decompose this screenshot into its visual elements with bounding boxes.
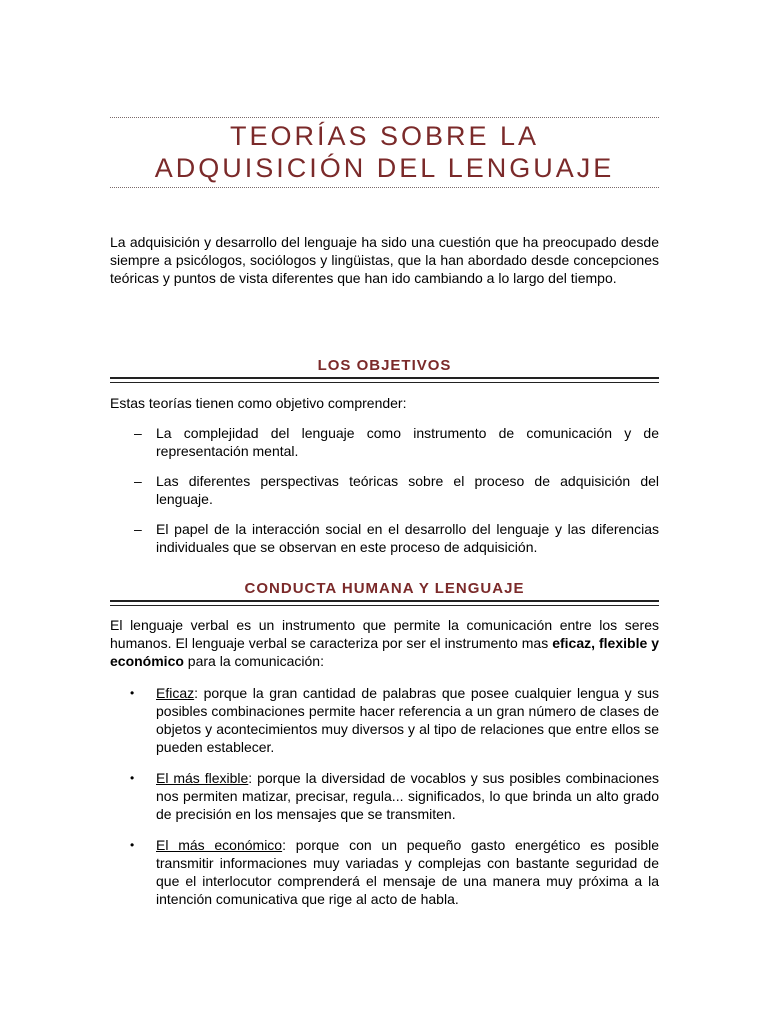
- section-heading-objetivos: LOS OBJETIVOS: [317, 357, 452, 374]
- dash-marker: –: [134, 473, 142, 489]
- conducta-lead: [110, 616, 659, 670]
- list-item-term: Eficaz: [156, 685, 195, 701]
- list-item-term: El más económico: [156, 837, 283, 853]
- title-line-2: ADQUISICIÓN DEL LENGUAJE: [154, 153, 615, 183]
- objetivos-lead: Estas teorías tienen como objetivo comprender:: [110, 395, 407, 411]
- list-item: [110, 472, 659, 508]
- conducta-lead-end: para la comunicación:: [183, 653, 324, 669]
- document-title: [110, 120, 659, 184]
- section-rule-thick: [110, 600, 659, 602]
- list-item: [110, 769, 659, 823]
- list-item: [110, 424, 659, 460]
- list-item: [110, 836, 659, 908]
- title-top-divider: [110, 117, 659, 118]
- conducta-list: [110, 684, 659, 908]
- list-item-text: Las diferentes perspectivas teóricas sobre el proceso de adquisición del lenguaje.: [156, 473, 659, 507]
- section-rule-thick: [110, 377, 659, 379]
- conducta-lead-start: El lenguaje verbal es un instrumento que permite la comunicación entre los seres humanos. El lenguaje verbal se caracteriza por ser el instrumento mas: [110, 617, 659, 651]
- objetivos-list: [110, 424, 659, 556]
- title-line-1: TEORÍAS SOBRE LA: [229, 121, 540, 151]
- section-rule-thin: [110, 382, 659, 383]
- conducta-lead-bold: eficaz, flexible y económico: [110, 635, 660, 669]
- list-item-text: : porque con un pequeño gasto energético es posible transmitir informaciones muy variadas y complejas con bastante seguridad de que el interlocutor comprenderá el mensaje de una manera muy próxima a la intención comunicativa que rige al acto de habla.: [156, 837, 659, 907]
- list-item-term: El más flexible: [156, 770, 249, 786]
- intro-paragraph: La adquisición y desarrollo del lenguaje ha sido una cuestión que ha preocupado desde siempre a psicólogos, sociólogos y lingüistas, que la han abordado desde concepciones teóricas y puntos de vista diferentes que han ido cambiando a lo largo del tiempo.: [110, 234, 659, 286]
- list-item-text: El papel de la interacción social en el desarrollo del lenguaje y las diferencias individuales que se observan en este proceso de adquisición.: [156, 521, 659, 555]
- list-item-text: : porque la gran cantidad de palabras que posee cualquier lengua y sus posibles combinaciones permite hacer referencia a un gran número de clases de objetos y acontecimientos muy diversos y al tipo de relaciones que entre ellos se pueden establecer.: [156, 685, 659, 755]
- bullet-marker: •: [130, 771, 135, 785]
- bullet-marker: •: [130, 838, 135, 852]
- list-item: [110, 684, 659, 756]
- document-page: [110, 0, 659, 1024]
- title-bottom-divider: [110, 187, 659, 188]
- section-rule-thin: [110, 605, 659, 606]
- list-item-text: La complejidad del lenguaje como instrumento de comunicación y de representación mental.: [156, 425, 659, 459]
- list-item: [110, 520, 659, 556]
- section-heading-conducta: CONDUCTA HUMANA Y LENGUAJE: [244, 580, 525, 597]
- list-item-text: : porque la diversidad de vocablos y sus posibles combinaciones nos permiten matizar, precisar, regula... significados, lo que brinda un alto grado de precisión en los mensajes que se transmiten.: [156, 770, 659, 822]
- dash-marker: –: [134, 521, 142, 537]
- bullet-marker: •: [130, 686, 135, 700]
- dash-marker: –: [134, 425, 142, 441]
